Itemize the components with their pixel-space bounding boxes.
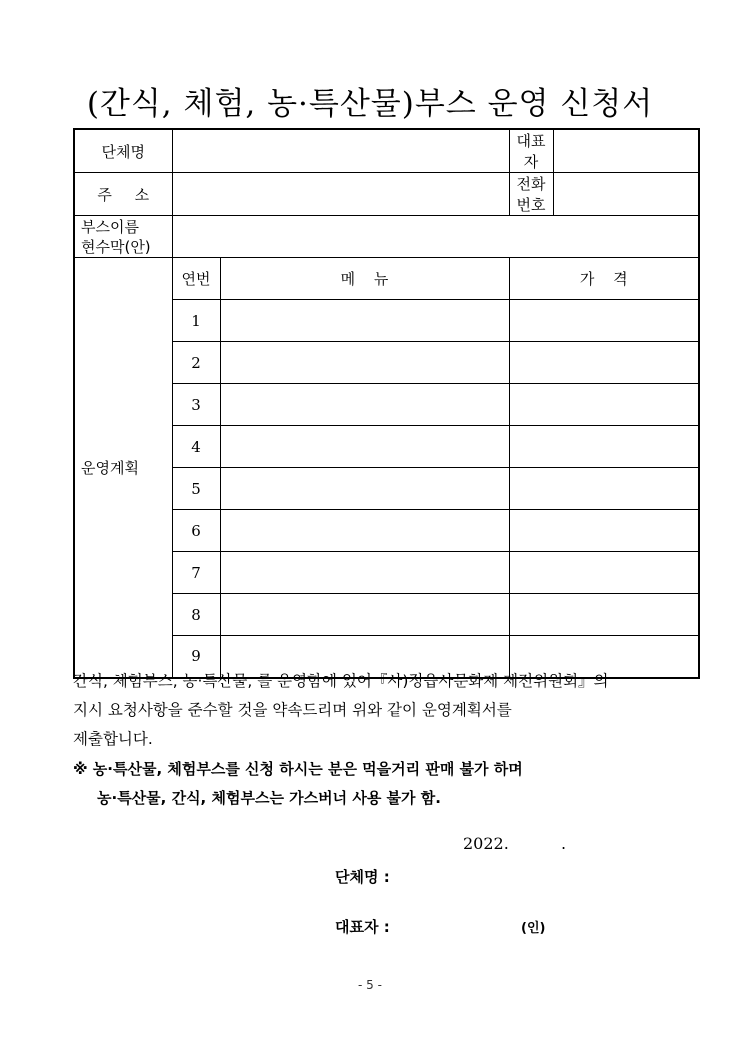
price-field[interactable]	[509, 510, 699, 552]
pledge-paragraph	[73, 667, 713, 754]
row-number: 6	[172, 510, 220, 552]
signature-group-label: 단체명 :	[335, 868, 390, 886]
menu-field[interactable]	[220, 384, 509, 426]
group-name-field[interactable]	[172, 129, 509, 173]
representative-label: 대표자	[509, 129, 553, 173]
price-field[interactable]	[509, 300, 699, 342]
pledge-line: 지시 요청사항을 준수할 것을 약속드리며 위와 같이 운영계획서를	[73, 701, 512, 719]
menu-field[interactable]	[220, 594, 509, 636]
row-number: 1	[172, 300, 220, 342]
group-name-label: 단체명	[74, 129, 172, 173]
date-year: 2022.	[463, 834, 509, 853]
booth-name-row	[74, 216, 699, 258]
menu-field[interactable]	[220, 342, 509, 384]
date-dot: .	[561, 834, 567, 853]
row-number: 2	[172, 342, 220, 384]
booth-name-label-line1: 부스이름	[81, 217, 139, 236]
row-number: 9	[172, 636, 220, 678]
notice-line: ※ 농·특산물, 체험부스를 신청 하시는 분은 먹을거리 판매 불가 하며	[73, 760, 523, 778]
representative-field[interactable]	[553, 129, 699, 173]
page-number: - 5 -	[358, 978, 382, 992]
signature-rep-label: 대표자 :	[335, 918, 390, 936]
price-field[interactable]	[509, 342, 699, 384]
col-price-header: 가 격	[509, 258, 699, 300]
address-field[interactable]	[172, 173, 509, 216]
row-number: 8	[172, 594, 220, 636]
menu-field[interactable]	[220, 426, 509, 468]
pledge-line: 간식, 체험부스, 농·특산물, 를 운영함에 있어『사)정읍사문화제 제전위원회』의	[73, 672, 609, 690]
seal-mark: (인)	[521, 921, 546, 936]
group-row	[74, 129, 699, 173]
page-title: (간식, 체험, 농·특산물)부스 운영 신청서	[86, 86, 654, 122]
address-label: 주 소	[74, 173, 172, 216]
row-number: 3	[172, 384, 220, 426]
col-no-header: 연번	[172, 258, 220, 300]
col-menu-header: 메 뉴	[220, 258, 509, 300]
menu-field[interactable]	[220, 510, 509, 552]
notice-line: 농·특산물, 간식, 체험부스는 가스버너 사용 불가 함.	[97, 789, 441, 807]
menu-field[interactable]	[220, 468, 509, 510]
row-number: 4	[172, 426, 220, 468]
row-number: 7	[172, 552, 220, 594]
price-field[interactable]	[509, 552, 699, 594]
price-field[interactable]	[509, 594, 699, 636]
address-row	[74, 173, 699, 216]
menu-header-row	[74, 258, 699, 300]
menu-field[interactable]	[220, 552, 509, 594]
booth-name-field[interactable]	[172, 216, 699, 258]
booth-name-label-line2: 현수막(안)	[81, 237, 151, 256]
menu-field[interactable]	[220, 300, 509, 342]
price-field[interactable]	[509, 468, 699, 510]
notice-paragraph	[73, 755, 713, 813]
pledge-line: 제출합니다.	[73, 730, 153, 748]
application-form-table	[73, 128, 700, 679]
phone-label: 전화번호	[509, 173, 553, 216]
booth-name-label	[74, 216, 172, 258]
price-field[interactable]	[509, 426, 699, 468]
price-field[interactable]	[509, 384, 699, 426]
phone-field[interactable]	[553, 173, 699, 216]
operation-plan-label: 운영계획	[74, 258, 172, 678]
row-number: 5	[172, 468, 220, 510]
